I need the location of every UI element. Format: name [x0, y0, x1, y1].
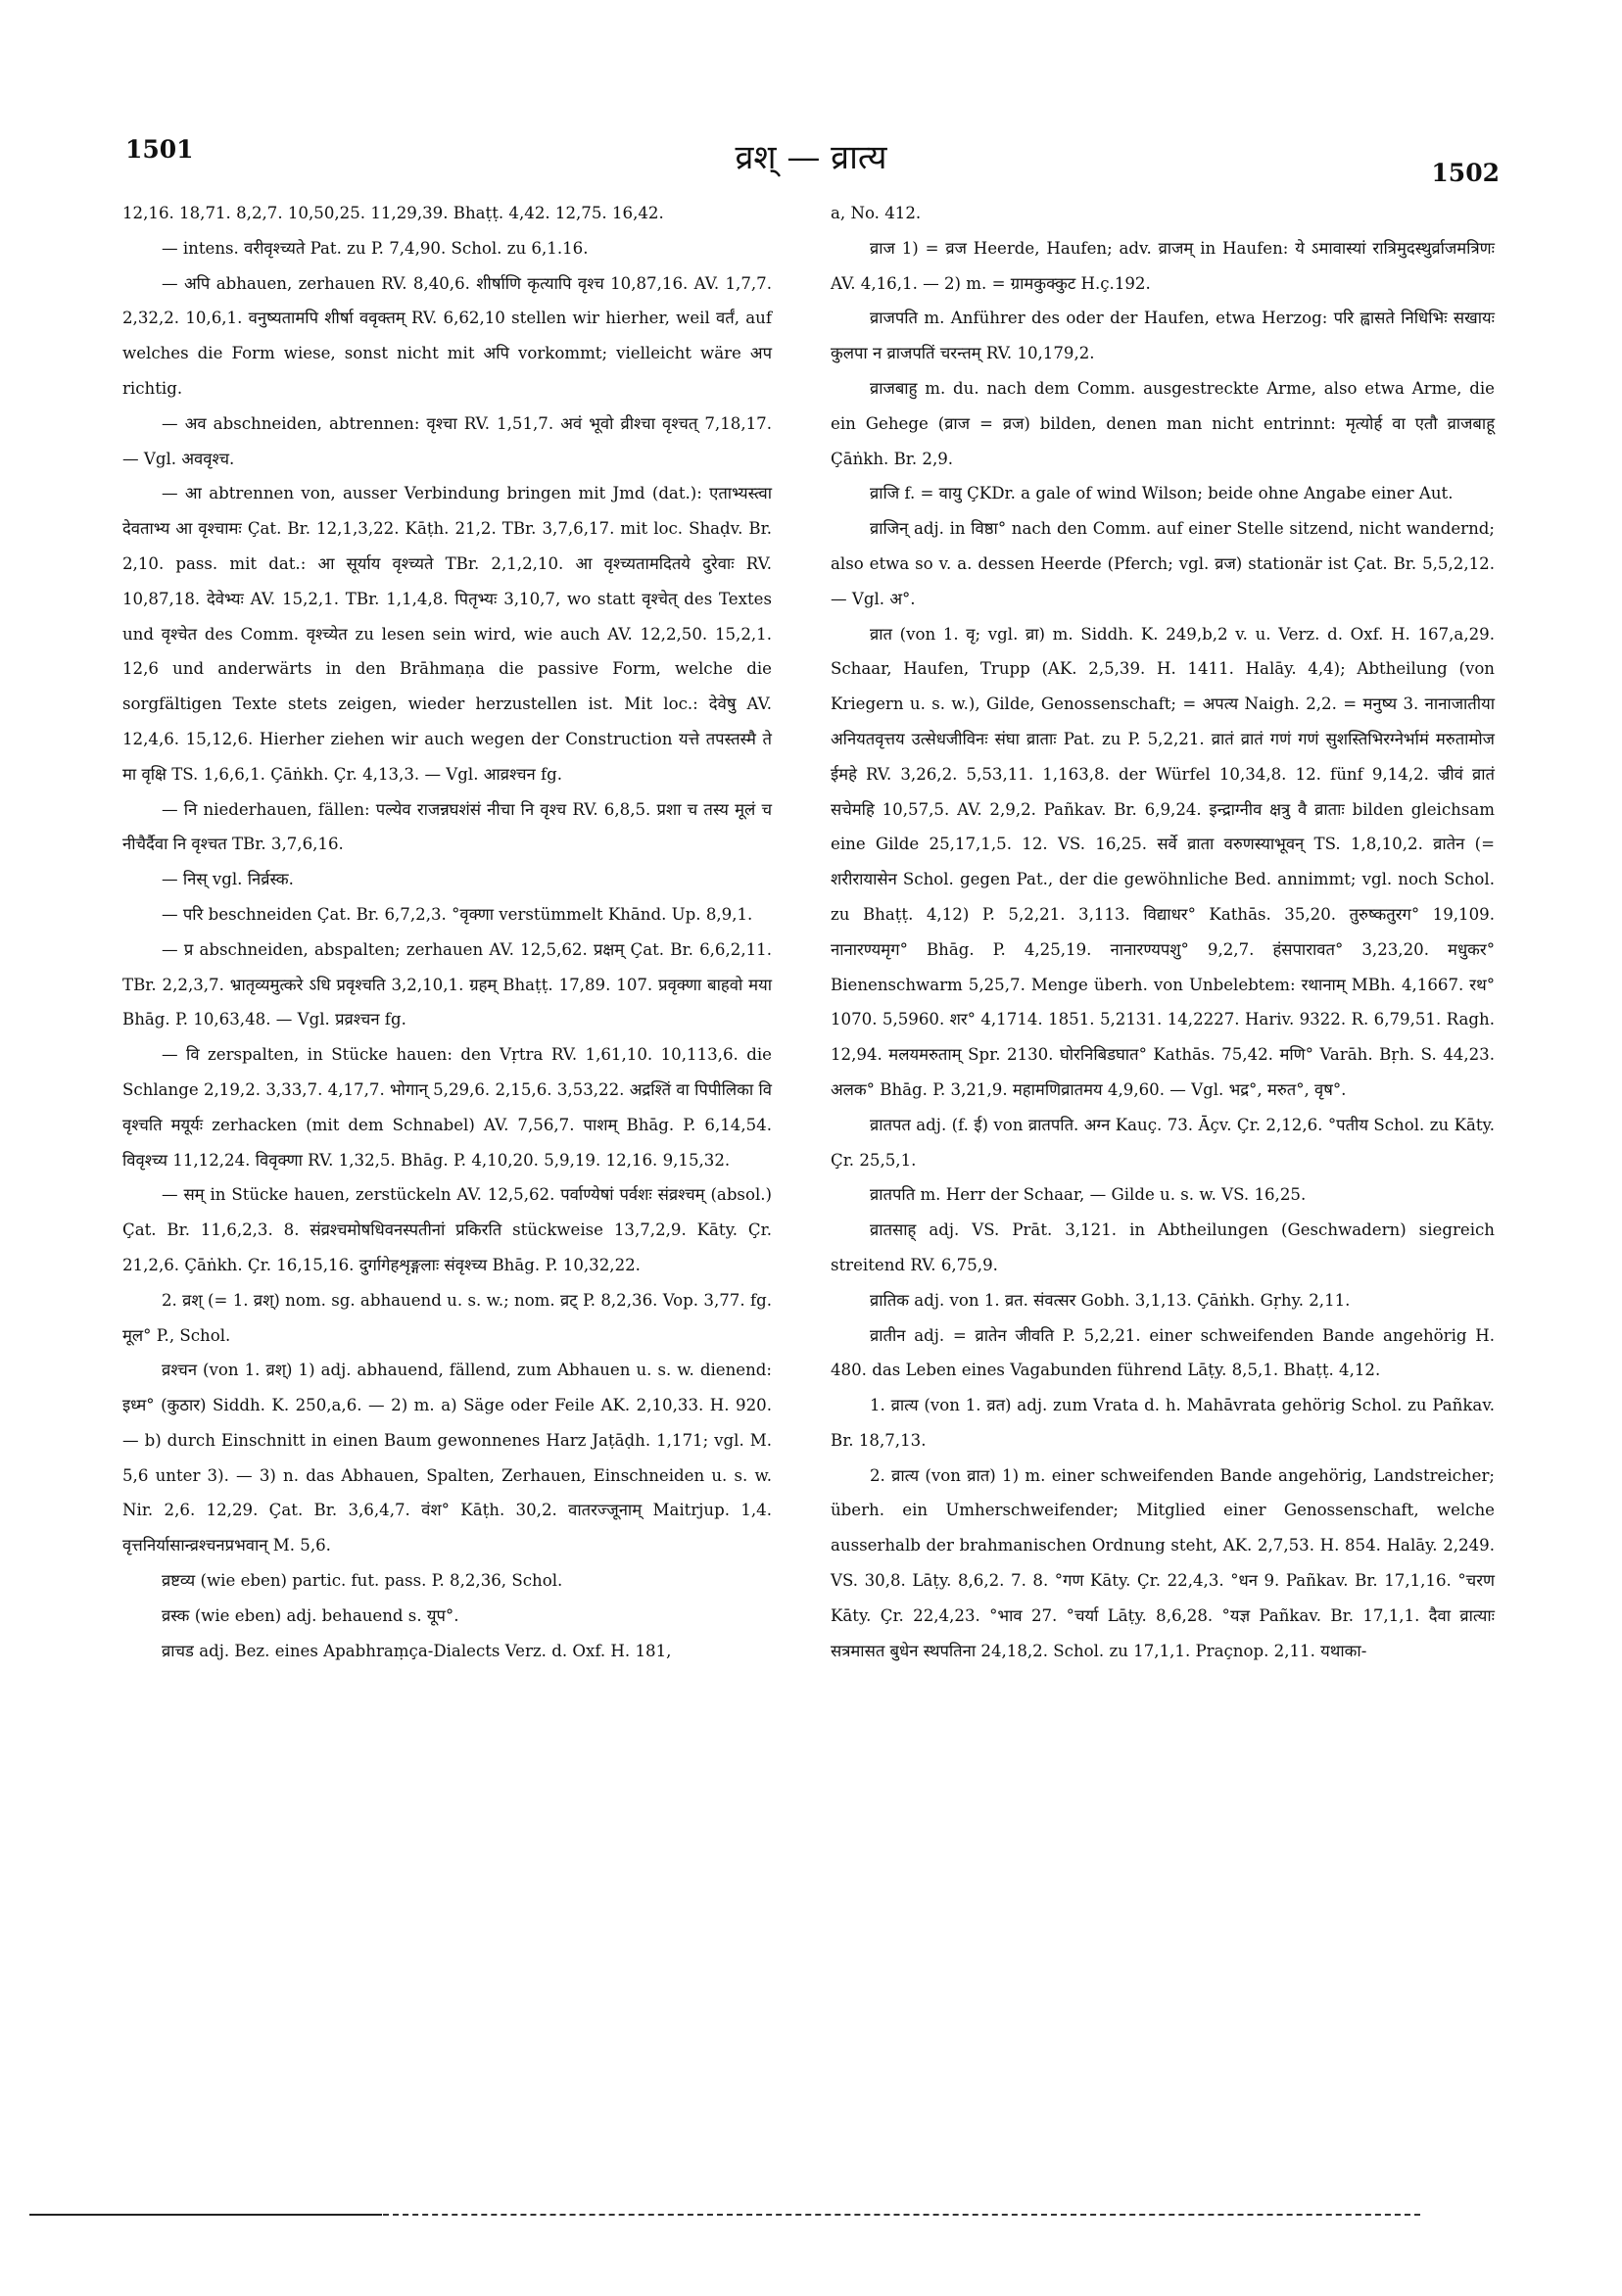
entry-paragraph: — निस् vgl. निर्व्रस्क. — [162, 870, 294, 889]
page-number-right: 1502 — [1431, 159, 1500, 187]
entry-paragraph: व्राजपति m. Anführer des oder der Haufen, etwa Herzog: परि ह्वासते निधिभिः सखायः कुलपा न व्राजपतिं चरन्तम् RV. 10,179,2. — [831, 309, 1495, 363]
entry-paragraph: व्राचड adj. Bez. eines Apabhraṃça-Dialects Verz. d. Oxf. H. 181, — [162, 1641, 672, 1660]
entry-paragraph: व्रात (von 1. वृ; vgl. व्रा) m. Siddh. K. 249,b,2 v. u. Verz. d. Oxf. H. 167,a,29. Schaar, Haufen, Trupp (AK. 2,5,39. H. 1411. Halāy. 4,4); Abtheilung (von Kriegern u. s. w.), Gilde, Genossenschaft; = अपत्य Naigh. 2,2. = मनुष्य 3. नानाजातीया अनियतवृत्तय उत्सेधजीविनः संघा व्राताः Pat. zu P. 5,2,21. व्रातं व्रातं गणं गणं सुशस्तिभिरग्नेर्भामं मरुतामोज ईमहे RV. 3,26,2. 5,53,11. 1,163,8. der Würfel 10,34,8. 12. fünf 9,14,2. ज्रीवं व्रातं सचेमहि 10,57,5. AV. 2,9,2. Pañkav. Br. 6,9,24. इन्द्राग्नीव क्षत्रु वै व्राताः bilden gleichsam eine Gilde 25,17,1,5. 12. VS. 16,25. सर्वे व्राता वरुणस्याभूवन् TS. 1,8,10,2. व्रातेन (= शरीरायासेन Schol. gegen Pat., der die gewöhnliche Bed. annimmt; vgl. noch Schol. zu Bhaṭṭ. 4,12) P. 5,2,21. 3,113. विद्याधर° Kathās. 35,20. तुरुष्कतुरग° 19,109. नानारण्यमृग° Bhāg. P. 4,25,19. नानारण्यपशु° 9,2,7. हंसपारावत° 3,23,20. मधुकर° Bienenschwarm 5,25,7. Menge überh. von Unbelebtem: रथानाम् MBh. 4,1667. रथ° 1070. 5,5960. शर° 4,1714. 1851. 5,2131. 14,2227. Hariv. 9322. R. 6,79,51. Ragh. 12,94. मलयमरुताम् Spr. 2130. घोरनिबिडघात° Kathās. 75,42. मणि° Varāh. Bṛh. S. 44,23. अलक° Bhāg. P. 3,21,9. महामणिव्रातमय 4,9,60. — Vgl. भद्र°, मरुत°, वृष°. — [831, 624, 1495, 1099]
entry-paragraph: 1. व्रात्य (von 1. व्रत) adj. zum Vrata d. h. Mahāvrata gehörig Schol. zu Pañkav. Br. 18,7,13. — [831, 1396, 1495, 1450]
entry-paragraph: — प्र abschneiden, abspalten; zerhauen AV. 12,5,62. प्रक्षम् Çat. Br. 6,6,2,11. TBr. 2,2,3,7. भ्रातृव्यमुत्करे ऽधि प्रवृश्चति 3,2,10,1. ग्रहम् Bhaṭṭ. 17,89. 107. प्रवृक्णा बाहवो मया Bhāg. P. 10,63,48. — Vgl. प्रव्रश्चन fg. — [122, 939, 772, 1029]
entry-paragraph: — आ abtrennen von, ausser Verbindung bringen mit Jmd (dat.): एताभ्यस्त्वा देवताभ्य आ वृश्चामः Çat. Br. 12,1,3,22. Kāṭh. 21,2. TBr. 3,7,6,17. mit loc. Shaḍv. Br. 2,10. pass. mit dat.: आ सूर्याय वृश्च्यते TBr. 2,1,2,10. आ वृश्च्यतामदितये दुरेवाः RV. 10,87,18. देवेभ्यः AV. 15,2,1. TBr. 1,1,4,8. पितृभ्यः 3,10,7, wo statt वृश्चेत् des Textes und वृश्चेत des Comm. वृश्च्येत zu lesen sein wird, wie auch AV. 12,2,50. 15,2,1. 12,6 und anderwärts in den Brāhmaṇa die passive Form, welche die sorgfältigen Texte stets zeigen, wieder herzustellen ist. Mit loc.: देवेषु AV. 12,4,6. 15,12,6. Hierher ziehen wir auch wegen der Construction यत्ते तपस्तस्मै ते मा वृक्षि TS. 1,6,6,1. Çāṅkh. Çr. 4,13,3. — Vgl. आव्रश्चन fg. — [122, 484, 772, 784]
entry-paragraph: व्रष्टव्य (wie eben) partic. fut. pass. P. 8,2,36, Schol. — [162, 1571, 563, 1591]
entry-paragraph: व्राजिन् adj. in विष्ठा° nach den Comm. auf einer Stelle sitzend, nicht wandernd; also etwa so v. a. dessen Heerde (Pferch; vgl. व्रज) stationär ist Çat. Br. 5,5,2,12. — Vgl. अ°. — [831, 519, 1495, 608]
running-head: व्रश् — व्रात्य — [735, 138, 887, 177]
entry-paragraph: व्रातपत adj. (f. ई) von व्रातपति. अग्न Kauç. 73. Āçv. Çr. 2,12,6. °पतीय Schol. zu Kāty. Çr. 25,5,1. — [831, 1115, 1495, 1170]
entry-paragraph: व्रश्चन (von 1. व्रश्) 1) adj. abhauend, fällend, zum Abhauen u. s. w. dienend: इध्म° (कुठार) Siddh. K. 250,a,6. — 2) m. a) Säge oder Feile AK. 2,10,33. H. 920. — b) durch Einschnitt in einen Baum gewonnenes Harz Jaṭāḍh. 1,171; vgl. M. 5,6 unter 3). — 3) n. das Abhauen, Spalten, Zerhauen, Einschneiden u. s. w. Nir. 2,6. 12,29. Çat. Br. 3,6,4,7. वंश° Kāṭh. 30,2. वातरज्जूनाम् Maitrjup. 1,4. वृत्तनिर्यासान्व्रश्चनप्रभवान् M. 5,6. — [122, 1361, 772, 1555]
entry-paragraph: व्रातीन adj. = व्रातेन जीवति P. 5,2,21. einer schweifenden Bande angehörig H. 480. das Leben eines Vagabunden führend Lāṭy. 8,5,1. Bhaṭṭ. 4,12. — [831, 1325, 1495, 1380]
entry-paragraph: a, No. 412. — [831, 204, 922, 222]
entry-paragraph: — intens. वरीवृश्च्यते Pat. zu P. 7,4,90. Schol. zu 6,1.16. — [162, 238, 589, 258]
entry-paragraph: — नि niederhauen, fällen: पल्येव राजन्नघशंसं नीचा नि वृश्च RV. 6,8,5. प्रशा च तस्य मूलं च नीचैर्दैवा नि वृश्चत TBr. 3,7,6,16. — [122, 799, 772, 854]
entry-paragraph: — वि zerspalten, in Stücke hauen: den Vṛtra RV. 1,61,10. 10,113,6. die Schlange 2,19,2. 3,33,7. 4,17,7. भोगान् 5,29,6. 2,15,6. 3,53,22. अद्रश्तिं वा पिपीलिका वि वृश्चति मयूर्यः zerhacken (mit dem Schnabel) AV. 7,56,7. पाशम् Bhāg. P. 6,14,54. विवृश्च्य 11,12,24. विवृक्णा RV. 1,32,5. Bhāg. P. 4,10,20. 5,9,19. 12,16. 9,15,32. — [122, 1045, 772, 1170]
entry-paragraph: 2. व्रश् (= 1. व्रश्) nom. sg. abhauend u. s. w.; nom. व्रट् P. 8,2,36. Vop. 3,77. fg. मूल° P., Schol. — [122, 1290, 772, 1345]
left-column — [122, 196, 772, 1668]
entry-paragraph: व्रस्क (wie eben) adj. behauend s. यूप°. — [162, 1605, 459, 1625]
entry-paragraph: — सम् in Stücke hauen, zerstückeln AV. 12,5,62. पर्वाण्येषां पर्वशः संव्रश्चम् (absol.) Çat. Br. 11,6,2,3. 8. संव्रश्चमोषधिवनस्पतीनां प्रकिरति stückweise 13,7,2,9. Kāty. Çr. 21,2,6. Çāṅkh. Çr. 16,15,16. दुर्गागेहशृङ्गलाः संवृश्च्य Bhāg. P. 10,32,22. — [122, 1185, 772, 1274]
entry-paragraph: व्राज 1) = व्रज Heerde, Haufen; adv. व्राजम् in Haufen: ये ऽमावास्यां रात्रिमुदस्थुर्व्राजमत्रिणः AV. 4,16,1. — 2) m. = ग्रामकुक्कुट H.ç.192. — [831, 238, 1495, 293]
entry-paragraph: — अव abschneiden, abtrennen: वृश्चा RV. 1,51,7. अवं भूवाे व्रीश्चा वृश्चत् 7,18,17. — Vgl. अववृश्च. — [122, 413, 772, 468]
page-number-left: 1501 — [125, 135, 194, 164]
entry-paragraph: व्रातपति m. Herr der Schaar, — Gilde u. s. w. VS. 16,25. — [870, 1185, 1307, 1205]
right-column — [831, 196, 1495, 1668]
entry-paragraph: — अपि abhauen, zerhauen RV. 8,40,6. शीर्षाणि कृत्यापि वृश्च 10,87,16. AV. 1,7,7. 2,32,2. 10,6,1. वनुष्यतामपि शीर्षा ववृक्तम् RV. 6,62,10 stellen wir hierher, weil वर्तं, auf welches die Form wiese, sonst nicht mit अपि vorkommt; vielleicht wäre अप richtig. — [122, 273, 772, 398]
entry-paragraph: व्राजबाहु m. du. nach dem Comm. ausgestreckte Arme, also etwa Arme, die ein Gehege (व्राज = व्रज) bilden, denen man nicht entrinnt: मृत्योर्ह वा एतौ व्राजबाहू Çāṅkh. Br. 2,9. — [831, 378, 1495, 468]
footer-solid-rule — [29, 2214, 382, 2216]
entry-paragraph: 12,16. 18,71. 8,2,7. 10,50,25. 11,29,39. Bhaṭṭ. 4,42. 12,75. 16,42. — [122, 204, 664, 222]
entry-paragraph: व्राजि f. = वायु ÇKDr. a gale of wind Wilson; beide ohne Angabe einer Aut. — [870, 484, 1454, 503]
entry-paragraph: व्रातिक adj. von 1. व्रत. संवत्सर Gobh. 3,1,13. Çāṅkh. Gṛhy. 2,11. — [870, 1290, 1351, 1310]
entry-paragraph: 2. व्रात्य (von व्रात) 1) m. einer schweifenden Bande angehörig, Landstreicher; überh. ein Umherschweifender; Mitglied einer Genossenschaft, welche ausserhalb der brahmanischen Ordnung steht, AK. 2,7,53. H. 854. Halāy. 2,249. VS. 30,8. Lāṭy. 8,6,2. 7. 8. °गण Kāty. Çr. 22,4,3. °धन 9. Pañkav. Br. 17,1,16. °चरण Kāty. Çr. 22,4,23. °भाव 27. °चर्या Lāṭy. 8,6,28. °यज्ञ Pañkav. Br. 17,1,1. दैवा व्रात्याः सत्रमासत बुधेन स्थपतिना 24,18,2. Schol. zu 17,1,1. Praçnop. 2,11. यथाका- — [831, 1465, 1495, 1660]
entry-paragraph: — परि beschneiden Çat. Br. 6,7,2,3. °वृक्णा verstümmelt Khānd. Up. 8,9,1. — [162, 904, 753, 924]
entry-paragraph: व्रातसाह् adj. VS. Prāt. 3,121. in Abtheilungen (Geschwadern) siegreich streitend RV. 6,75,9. — [831, 1220, 1495, 1274]
